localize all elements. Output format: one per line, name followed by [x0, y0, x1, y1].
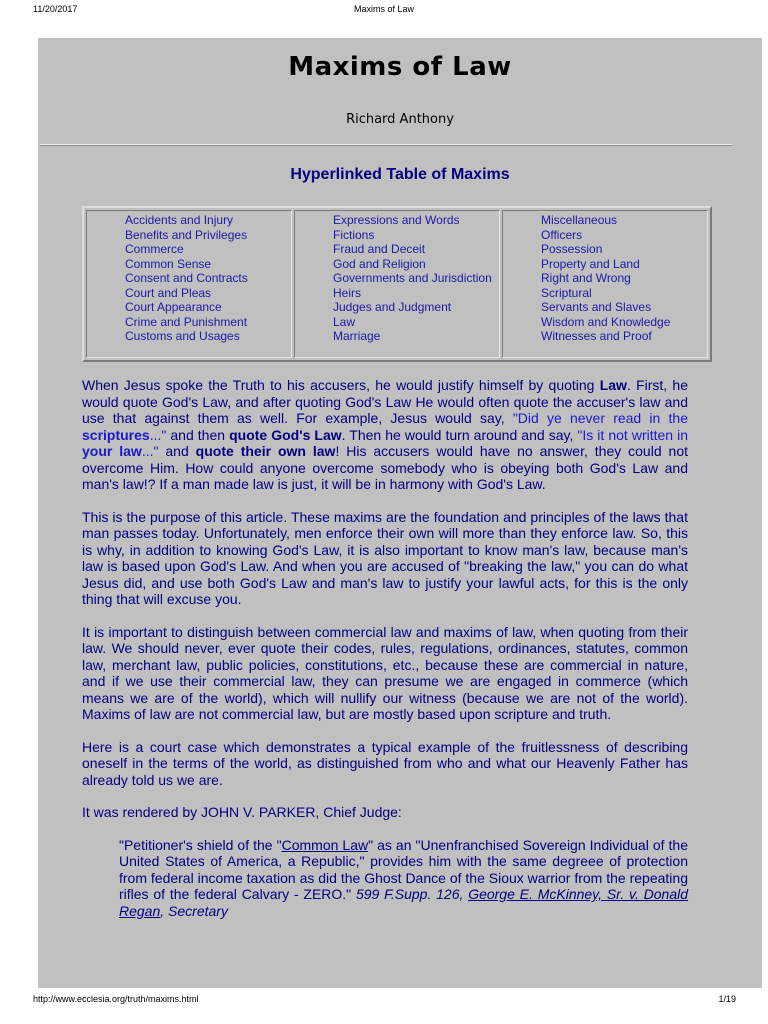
toc-link[interactable]: Marriage	[333, 329, 381, 343]
toc-link[interactable]: Witnesses and Proof	[541, 329, 652, 343]
quote-text: ..."	[149, 426, 167, 443]
quote-bold: your law	[82, 443, 142, 459]
citation: 599 F.Supp. 126,	[355, 886, 469, 902]
toc-link[interactable]: Officers	[541, 227, 583, 242]
document-page	[38, 38, 762, 988]
toc-link[interactable]: Servants and Slaves	[541, 300, 652, 314]
toc-link[interactable]: Court Appearance	[125, 300, 222, 314]
article-body	[82, 377, 688, 919]
toc-link[interactable]: Right and Wrong	[541, 271, 631, 285]
paragraph-4: Here is a court case which demonstrates a typical example of the fruitlessness of describing oneself in the terms of the world, as distinguished from who and what our Heavenly Father has already told us we are.	[82, 738, 688, 788]
toc-link[interactable]: Governments and Jurisdiction	[333, 271, 492, 285]
toc-column-2	[294, 210, 500, 358]
author: Richard Anthony	[346, 112, 454, 127]
text: " as an "Unenfranchised Sovereign Individual of the United States of America, a Republic," provides him with the same degreee of protection from federal income taxation as did the Ghost Dance of the Sioux warrior from the repeating rifles of the federal Calvary - ZERO."	[119, 836, 688, 902]
text: and then	[166, 426, 230, 443]
toc-link[interactable]: Possession	[541, 242, 603, 256]
toc-link[interactable]: Property and Land	[541, 256, 640, 271]
text-bold: quote their own law	[195, 443, 336, 459]
toc-table	[82, 206, 712, 362]
text-bold: Law	[599, 377, 627, 393]
toc-link[interactable]: Benefits and Privileges	[125, 227, 248, 242]
toc-link[interactable]: God and Religion	[333, 256, 426, 271]
toc-link[interactable]: Judges and Judgment	[333, 300, 452, 314]
print-date: 11/20/2017	[33, 4, 78, 14]
common-law-link[interactable]: Common Law	[281, 836, 369, 853]
toc-link[interactable]: Heirs	[333, 285, 362, 300]
toc-link[interactable]: Common Sense	[125, 256, 212, 271]
text: When Jesus spoke the Truth to his accusers, he would justify himself by quoting	[82, 377, 600, 393]
paragraph-3: It is important to distinguish between commercial law and maxims of law, when quoting from their law. We should never, ever quote their codes, rules, regulations, ordinances, statutes, common law, merchant law, public policies, constitutions, etc., because these are commercial in nature, and if we use their commercial law, they can presume we are engaged in commerce (which means we are of the world), which will nullify our witness (because we are not of the world). Maxims of law are not commercial law, but are mostly based upon scripture and truth.	[82, 623, 688, 722]
toc-link[interactable]: Customs and Usages	[125, 329, 240, 343]
paragraph-2: This is the purpose of this article. These maxims are the foundation and principles of the laws that man passes today. Unfortunately, men enforce their own will more than they enforce law. So, this is why, in addition to knowing God's Law, it is also important to know man's law, because man's law is based upon God's Law. And when you are accused of "breaking the law," you can do what Jesus did, and use both God's Law and man's law to justify your lawful acts, for this is the only thing that will excuse you.	[82, 508, 688, 607]
print-url: http://www.ecclesia.org/truth/maxims.html	[33, 994, 199, 1004]
quote-text: "Is it not written in	[577, 426, 689, 443]
toc-link[interactable]: Wisdom and Knowledge	[541, 314, 671, 329]
quote-bold: scriptures	[82, 426, 150, 443]
toc-link[interactable]: Miscellaneous	[541, 213, 618, 227]
toc-link[interactable]: Scriptural	[541, 285, 592, 300]
toc-link[interactable]: Law	[333, 314, 356, 329]
text: . Then he would turn around and say,	[341, 426, 578, 443]
paragraph-1	[82, 377, 688, 493]
text-bold: quote God's Law	[229, 426, 342, 443]
toc-link[interactable]: Crime and Punishment	[125, 314, 248, 329]
toc-column-1	[86, 210, 292, 358]
case-link[interactable]: George E. McKinney, Sr. v. Donald Regan	[119, 886, 689, 919]
quote-text: "Did ye never read in the	[512, 410, 688, 426]
toc-title: Hyperlinked Table of Maxims	[290, 166, 510, 183]
toc-link[interactable]: Consent and Contracts	[125, 271, 248, 285]
toc-column-3	[502, 210, 708, 358]
toc-link[interactable]: Fraud and Deceit	[333, 242, 426, 256]
page-title: Maxims of Law	[288, 52, 512, 82]
divider	[40, 144, 732, 146]
text: "Petitioner's shield of the "	[119, 836, 282, 853]
quote-text: ..."	[141, 443, 159, 459]
text: ! His accusers would have no answer, they could not overcome Him. How could anyone overcome somebody who is obeying both God's Law and man's law!? If a man made law is just, it will be in harmony with God's Law.	[82, 443, 688, 492]
toc-link[interactable]: Fictions	[333, 227, 375, 242]
block-quote	[119, 837, 688, 920]
paragraph-5: It was rendered by JOHN V. PARKER, Chief Judge:	[82, 804, 402, 820]
text: and	[158, 443, 196, 459]
print-page-number: 1/19	[718, 994, 736, 1004]
toc-link[interactable]: Accidents and Injury	[125, 213, 234, 227]
toc-link[interactable]: Expressions and Words	[333, 213, 460, 227]
toc-link[interactable]: Commerce	[125, 242, 184, 256]
print-title: Maxims of Law	[353, 4, 415, 14]
toc-link[interactable]: Court and Pleas	[125, 285, 212, 300]
text: . First, he would quote God's Law, and after quoting God's Law He would often quote the accuser's law and use that against them as well. For example, Jesus would say,	[82, 377, 688, 426]
citation: , Secretary	[160, 902, 228, 919]
